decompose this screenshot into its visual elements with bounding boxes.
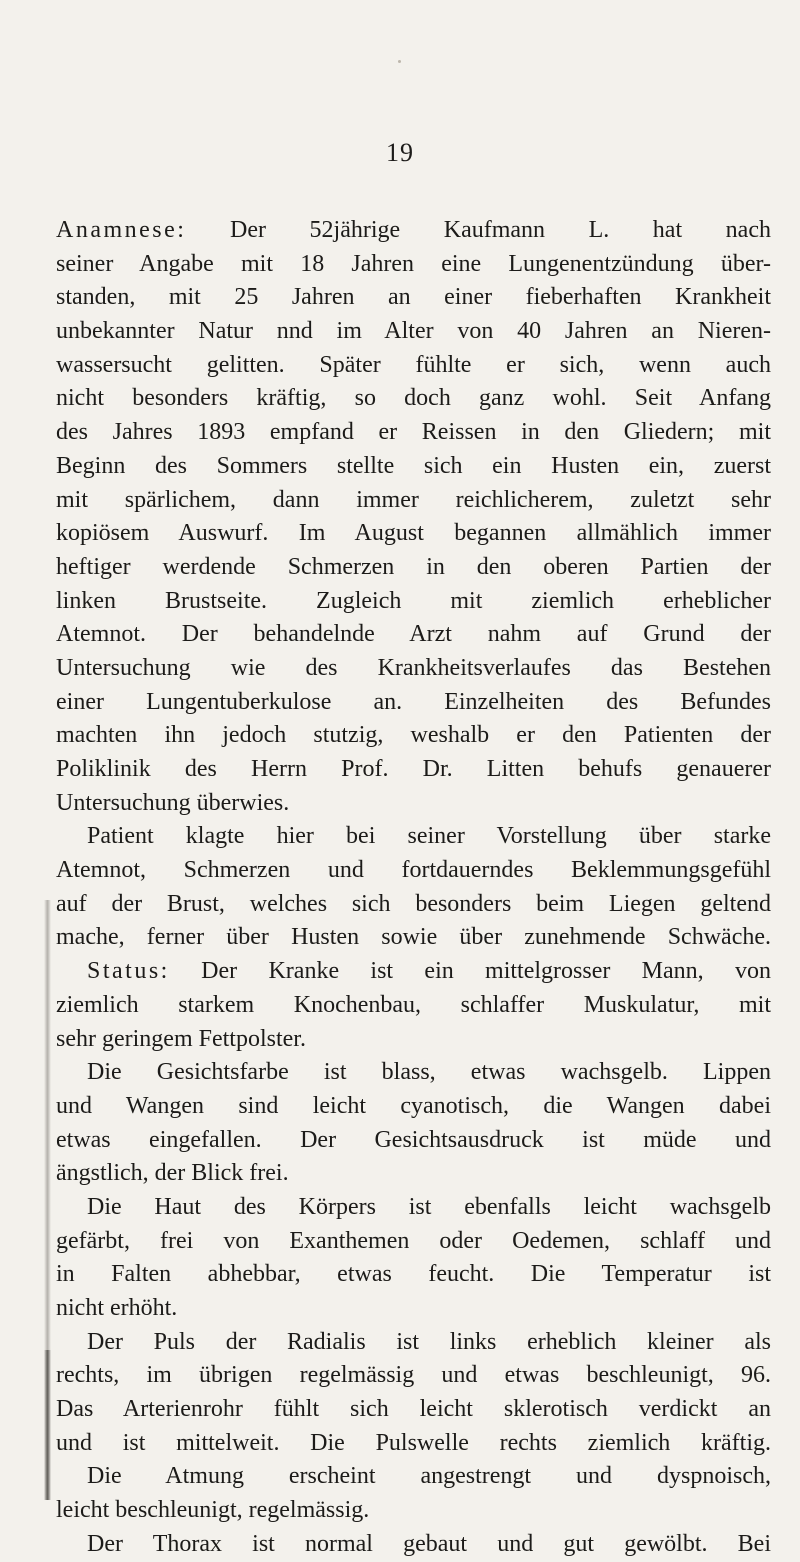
line-text: mache, ferner über Husten sowie über zunehmende Schwäche. (56, 924, 771, 951)
text-line (56, 281, 771, 315)
text-line (56, 1090, 771, 1124)
text-line (56, 854, 771, 888)
line-text: einer Lungentuberkulose an. Einzelheiten des Befundes (56, 688, 771, 715)
text-line (56, 1157, 771, 1191)
text-line (56, 686, 771, 720)
text-line (56, 1494, 771, 1528)
text-line (56, 1124, 771, 1158)
text-line (56, 450, 771, 484)
text-line (56, 315, 771, 349)
line-text: Untersuchung wie des Krankheitsverlaufes das Bestehen (56, 654, 771, 681)
line-text: des Jahres 1893 empfand er Reissen in den Gliedern; mit (56, 419, 771, 446)
line-text: Die Haut des Körpers ist ebenfalls leicht wachsgelb (87, 1193, 771, 1220)
text-line (56, 989, 771, 1023)
line-text: leicht beschleunigt, regelmässig. (56, 1497, 370, 1524)
line-text: Poliklinik des Herrn Prof. Dr. Litten behufs genauerer (56, 756, 771, 782)
text-line (56, 1292, 771, 1326)
line-text: ziemlich starkem Knochenbau, schlaffer Muskulatur, mit (56, 991, 771, 1018)
text-line (56, 955, 771, 989)
line-text: ängstlich, der Blick frei. (56, 1160, 289, 1187)
text-line (56, 1393, 771, 1427)
text-line (56, 585, 771, 619)
text-line (56, 484, 771, 518)
text-line (56, 1023, 771, 1057)
section-heading: Anamnese: (56, 217, 187, 243)
text-line (56, 1359, 771, 1393)
text-line (56, 753, 771, 787)
text-line (56, 214, 771, 248)
text-line (56, 1460, 771, 1494)
text-line (56, 618, 771, 652)
line-text: Die Atmung erscheint angestrengt und dyspnoisch, (87, 1463, 771, 1490)
line-text: Atemnot, Schmerzen und fortdauerndes Beklemmungsgefühl (56, 857, 771, 884)
text-line (56, 248, 771, 282)
text-line (56, 551, 771, 585)
line-text: unbekannter Natur nnd im Alter von 40 Jahren an Nieren- (56, 318, 771, 345)
line-text: Patient klagte hier bei seiner Vorstellung über starke (87, 823, 771, 850)
text-line (56, 349, 771, 383)
line-text: Beginn des Sommers stellte sich ein Husten ein, zuerst (56, 452, 771, 479)
line-text: machten ihn jedoch stutzig, weshalb er den Patienten der (56, 722, 771, 749)
line-text: Der Kranke ist ein mittelgrosser Mann, von (169, 958, 771, 985)
line-text: und ist mittelweit. Die Pulswelle rechts ziemlich kräftig. (56, 1429, 771, 1456)
line-text: und Wangen sind leicht cyanotisch, die Wangen dabei (56, 1092, 771, 1119)
line-text: in Falten abhebbar, etwas feucht. Die Temperatur ist (56, 1261, 771, 1288)
text-line (56, 921, 771, 955)
body-text (56, 214, 771, 1562)
line-text: auf der Brust, welches sich besonders beim Liegen geltend (56, 890, 771, 917)
line-text: Atemnot. Der behandelnde Arzt nahm auf Grund der (56, 621, 771, 648)
line-text: sehr geringem Fettpolster. (56, 1025, 306, 1052)
line-text: Der Thorax ist normal gebaut und gut gewölbt. Bei (87, 1530, 771, 1557)
line-text: nicht erhöht. (56, 1295, 178, 1321)
text-line (56, 719, 771, 753)
section-heading: Status: (87, 958, 170, 985)
text-line (56, 1191, 771, 1225)
text-line (56, 416, 771, 450)
line-text: mit spärlichem, dann immer reichlicherem, zuletzt sehr (56, 486, 771, 513)
line-text: gefärbt, frei von Exanthemen oder Oedemen, schlaff und (56, 1227, 771, 1254)
line-text: kopiösem Auswurf. Im August begannen allmählich immer (56, 520, 771, 547)
text-line (56, 517, 771, 551)
line-text: heftiger werdende Schmerzen in den oberen Partien der (56, 553, 771, 580)
line-text: rechts, im übrigen regelmässig und etwas beschleunigt, 96. (56, 1362, 771, 1389)
line-text: Das Arterienrohr fühlt sich leicht sklerotisch verdickt an (56, 1396, 771, 1423)
line-text: Der 52jährige Kaufmann L. hat nach (186, 217, 771, 243)
line-text: wassersucht gelitten. Später fühlte er sich, wenn auch (56, 351, 771, 378)
line-text: Der Puls der Radialis ist links erheblich kleiner als (87, 1328, 771, 1355)
page-number: 19 (386, 138, 414, 167)
binding-shadow-dark (44, 1350, 51, 1500)
text-line (56, 888, 771, 922)
text-line (56, 652, 771, 686)
text-line (56, 1528, 771, 1562)
line-text: etwas eingefallen. Der Gesichtsausdruck ist müde und (56, 1126, 771, 1153)
text-line (56, 820, 771, 854)
text-line (56, 382, 771, 416)
line-text: standen, mit 25 Jahren an einer fieberhaften Krankheit (56, 284, 771, 311)
line-text: seiner Angabe mit 18 Jahren eine Lungenentzündung über- (56, 250, 771, 277)
text-line (56, 1056, 771, 1090)
line-text: Die Gesichtsfarbe ist blass, etwas wachsgelb. Lippen (87, 1059, 771, 1086)
text-line (56, 1427, 771, 1461)
line-text: Untersuchung überwies. (56, 789, 290, 816)
text-line (56, 1326, 771, 1360)
line-text: nicht besonders kräftig, so doch ganz wohl. Seit Anfang (56, 385, 771, 412)
paper-speck (398, 60, 401, 63)
line-text: linken Brustseite. Zugleich mit ziemlich erheblicher (56, 587, 771, 614)
text-line (56, 1225, 771, 1259)
text-line (56, 787, 771, 821)
text-line (56, 1258, 771, 1292)
